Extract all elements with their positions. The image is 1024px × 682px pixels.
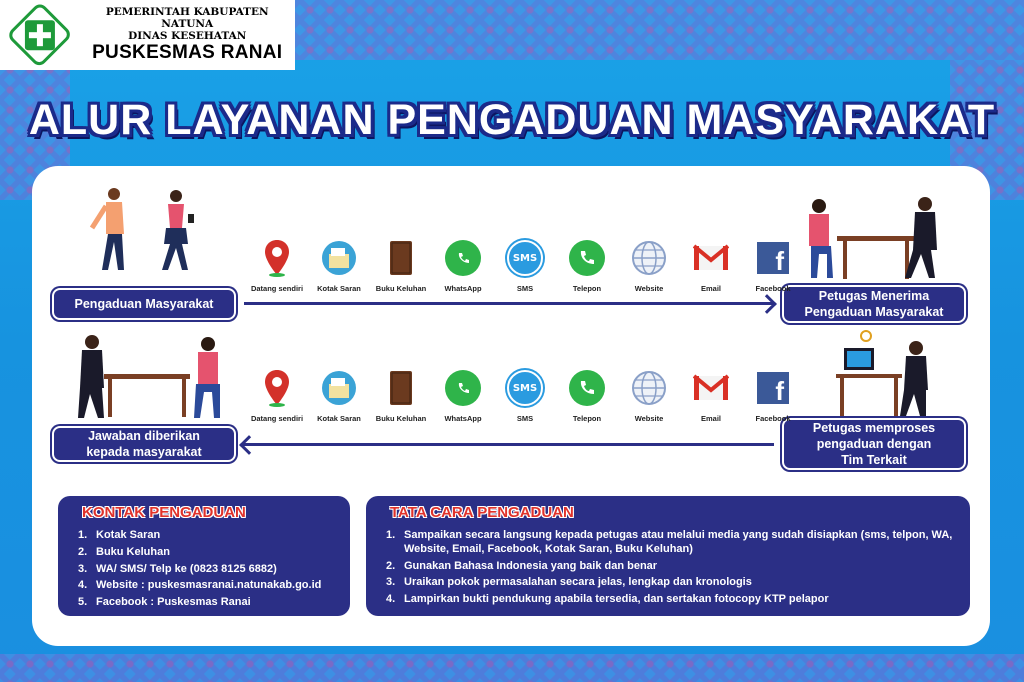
walking-people-illustration	[84, 184, 214, 276]
list-item-number: 3.	[386, 576, 396, 589]
bottom-channel-whatsapp	[432, 366, 494, 423]
channel-label: WhatsApp	[444, 414, 482, 423]
globe-icon	[618, 366, 680, 410]
top-channel-location-pin	[246, 236, 308, 293]
step-answer-given-line2: kepada masyarakat	[86, 445, 202, 459]
channel-label: Buku Keluhan	[375, 414, 427, 423]
step-public-complaint-label: Pengaduan Masyarakat	[74, 296, 214, 311]
channel-row-bottom	[246, 366, 804, 423]
bottom-channel-gmail	[680, 366, 742, 423]
channel-label: Datang sendiri	[250, 284, 304, 293]
channel-label: WhatsApp	[444, 284, 482, 293]
channel-label: Kotak Saran	[317, 414, 361, 423]
list-item-text: Gunakan Bahasa Indonesia yang baik dan benar	[404, 559, 658, 572]
channel-label: Telepon	[572, 414, 602, 423]
channel-label: Facebook	[755, 414, 791, 423]
channel-label: Datang sendiri	[250, 414, 304, 423]
bottom-channel-facebook	[742, 366, 804, 423]
top-channel-book	[370, 236, 432, 293]
list-item-number: 4.	[78, 579, 88, 592]
list-item	[72, 596, 336, 610]
top-channel-phone	[556, 236, 618, 293]
channel-label: Kotak Saran	[317, 284, 361, 293]
list-item	[72, 529, 336, 543]
list-item-number: 2.	[78, 545, 88, 558]
list-item-text: Facebook : Puskesmas Ranai	[96, 596, 251, 608]
list-item-text: Sampaikan secara langsung kepada petugas atau melalui media yang sudah disiapkan (sms, telpon, WA, Website, Email, Facebook, Kotak Saran, Buku Keluhan)	[404, 529, 953, 555]
bottom-channel-book	[370, 366, 432, 423]
contact-info-list	[72, 529, 336, 610]
step-officer-receives-line2: Pengaduan Masyarakat	[804, 305, 944, 319]
channel-label: Website	[634, 284, 664, 293]
step-officer-processes-line2: pengaduan dengan	[816, 436, 932, 451]
puskesmas-logo-icon	[6, 1, 74, 69]
step-public-complaint	[54, 290, 234, 318]
channel-label: SMS	[516, 414, 534, 423]
procedure-info-list	[380, 529, 956, 607]
bottom-channel-globe	[618, 366, 680, 423]
flow-arrow-left-line	[242, 443, 774, 446]
sms-icon: SMS	[494, 236, 556, 280]
bottom-channel-sms	[494, 366, 556, 423]
flow-arrow-right-head	[757, 294, 777, 314]
list-item-number: 5.	[78, 596, 88, 608]
list-item-number: 1.	[386, 529, 396, 541]
procedure-info-title: TATA CARA PENGADUAN	[390, 504, 574, 521]
location-pin-icon	[246, 236, 308, 280]
list-item	[380, 560, 956, 574]
list-item-text: Kotak Saran	[96, 529, 161, 541]
channel-label: Email	[700, 414, 721, 423]
contact-info-panel	[58, 496, 350, 616]
officer-computer-illustration	[832, 330, 942, 420]
top-channel-whatsapp	[432, 236, 494, 293]
gmail-icon	[680, 366, 742, 410]
answer-meeting-illustration	[76, 332, 226, 422]
list-item	[72, 579, 336, 593]
header-line-puskesmas: PUSKESMAS RANAI	[92, 42, 283, 63]
list-item	[380, 576, 956, 590]
whatsapp-icon	[432, 236, 494, 280]
list-item-number: 4.	[386, 593, 396, 605]
step-officer-processes	[784, 420, 964, 468]
location-pin-icon	[246, 366, 308, 410]
bottom-channel-phone	[556, 366, 618, 423]
flow-arrow-right-line	[244, 302, 774, 305]
step-answer-given	[54, 428, 234, 460]
phone-icon	[556, 366, 618, 410]
list-item-text: Lampirkan bukti pendukung apabila tersedia, dan sertakan fotocopy KTP pelapor	[404, 593, 829, 605]
top-channel-globe	[618, 236, 680, 293]
facebook-icon: f	[742, 236, 804, 280]
flow-card	[32, 166, 990, 646]
list-item	[72, 563, 336, 577]
channel-label: Email	[700, 284, 721, 293]
list-item-text: WA/ SMS/ Telp ke (0823 8125 6882)	[96, 562, 277, 575]
step-officer-processes-line1: Petugas memproses	[812, 420, 936, 435]
list-item-text: Buku Keluhan	[96, 545, 170, 558]
globe-icon	[618, 236, 680, 280]
bottom-channel-suggestion-box	[308, 366, 370, 423]
facebook-icon: f	[742, 366, 804, 410]
channel-label: SMS	[516, 284, 534, 293]
top-channel-gmail	[680, 236, 742, 293]
step-officer-receives	[784, 287, 964, 321]
step-officer-receives-line1: Petugas Menerima	[818, 288, 930, 303]
channel-label: Buku Keluhan	[375, 284, 427, 293]
list-item-text: Uraikan pokok permasalahan secara jelas, lengkap dan kronologis	[404, 576, 752, 589]
bottom-channel-location-pin	[246, 366, 308, 423]
list-item-text: Website : puskesmasranai.natunakab.go.id	[96, 579, 322, 592]
list-item-number: 1.	[78, 529, 88, 541]
list-item	[380, 529, 956, 557]
gmail-icon	[680, 236, 742, 280]
sms-icon: SMS	[494, 366, 556, 410]
suggestion-box-icon	[308, 366, 370, 410]
procedure-info-panel	[366, 496, 970, 616]
list-item-number: 2.	[386, 559, 396, 572]
header-line-government: PEMERINTAH KABUPATEN NATUNA	[105, 6, 269, 30]
channel-row-top	[246, 236, 804, 293]
step-answer-given-line1: Jawaban diberikan	[88, 428, 200, 443]
decorative-pattern-bottom	[0, 654, 1024, 682]
channel-label: Website	[634, 414, 664, 423]
suggestion-box-icon	[308, 236, 370, 280]
list-item	[380, 593, 956, 607]
top-channel-facebook	[742, 236, 804, 293]
list-item-number: 3.	[78, 562, 88, 575]
officer-meeting-illustration	[797, 192, 947, 282]
book-icon	[370, 236, 432, 280]
list-item	[72, 546, 336, 560]
book-icon	[370, 366, 432, 410]
whatsapp-icon	[432, 366, 494, 410]
header-line-department: DINAS KESEHATAN	[128, 30, 247, 42]
channel-label: Telepon	[572, 284, 602, 293]
phone-icon	[556, 236, 618, 280]
top-channel-suggestion-box	[308, 236, 370, 293]
step-officer-processes-line3: Tim Terkait	[841, 453, 907, 468]
channel-label: Facebook	[755, 284, 791, 293]
flow-arrow-left-head	[239, 435, 259, 455]
top-channel-sms	[494, 236, 556, 293]
page-title: ALUR LAYANAN PENGADUAN MASYARAKAT	[28, 96, 996, 144]
institution-header	[0, 0, 295, 70]
contact-info-title: KONTAK PENGADUAN	[82, 504, 246, 521]
